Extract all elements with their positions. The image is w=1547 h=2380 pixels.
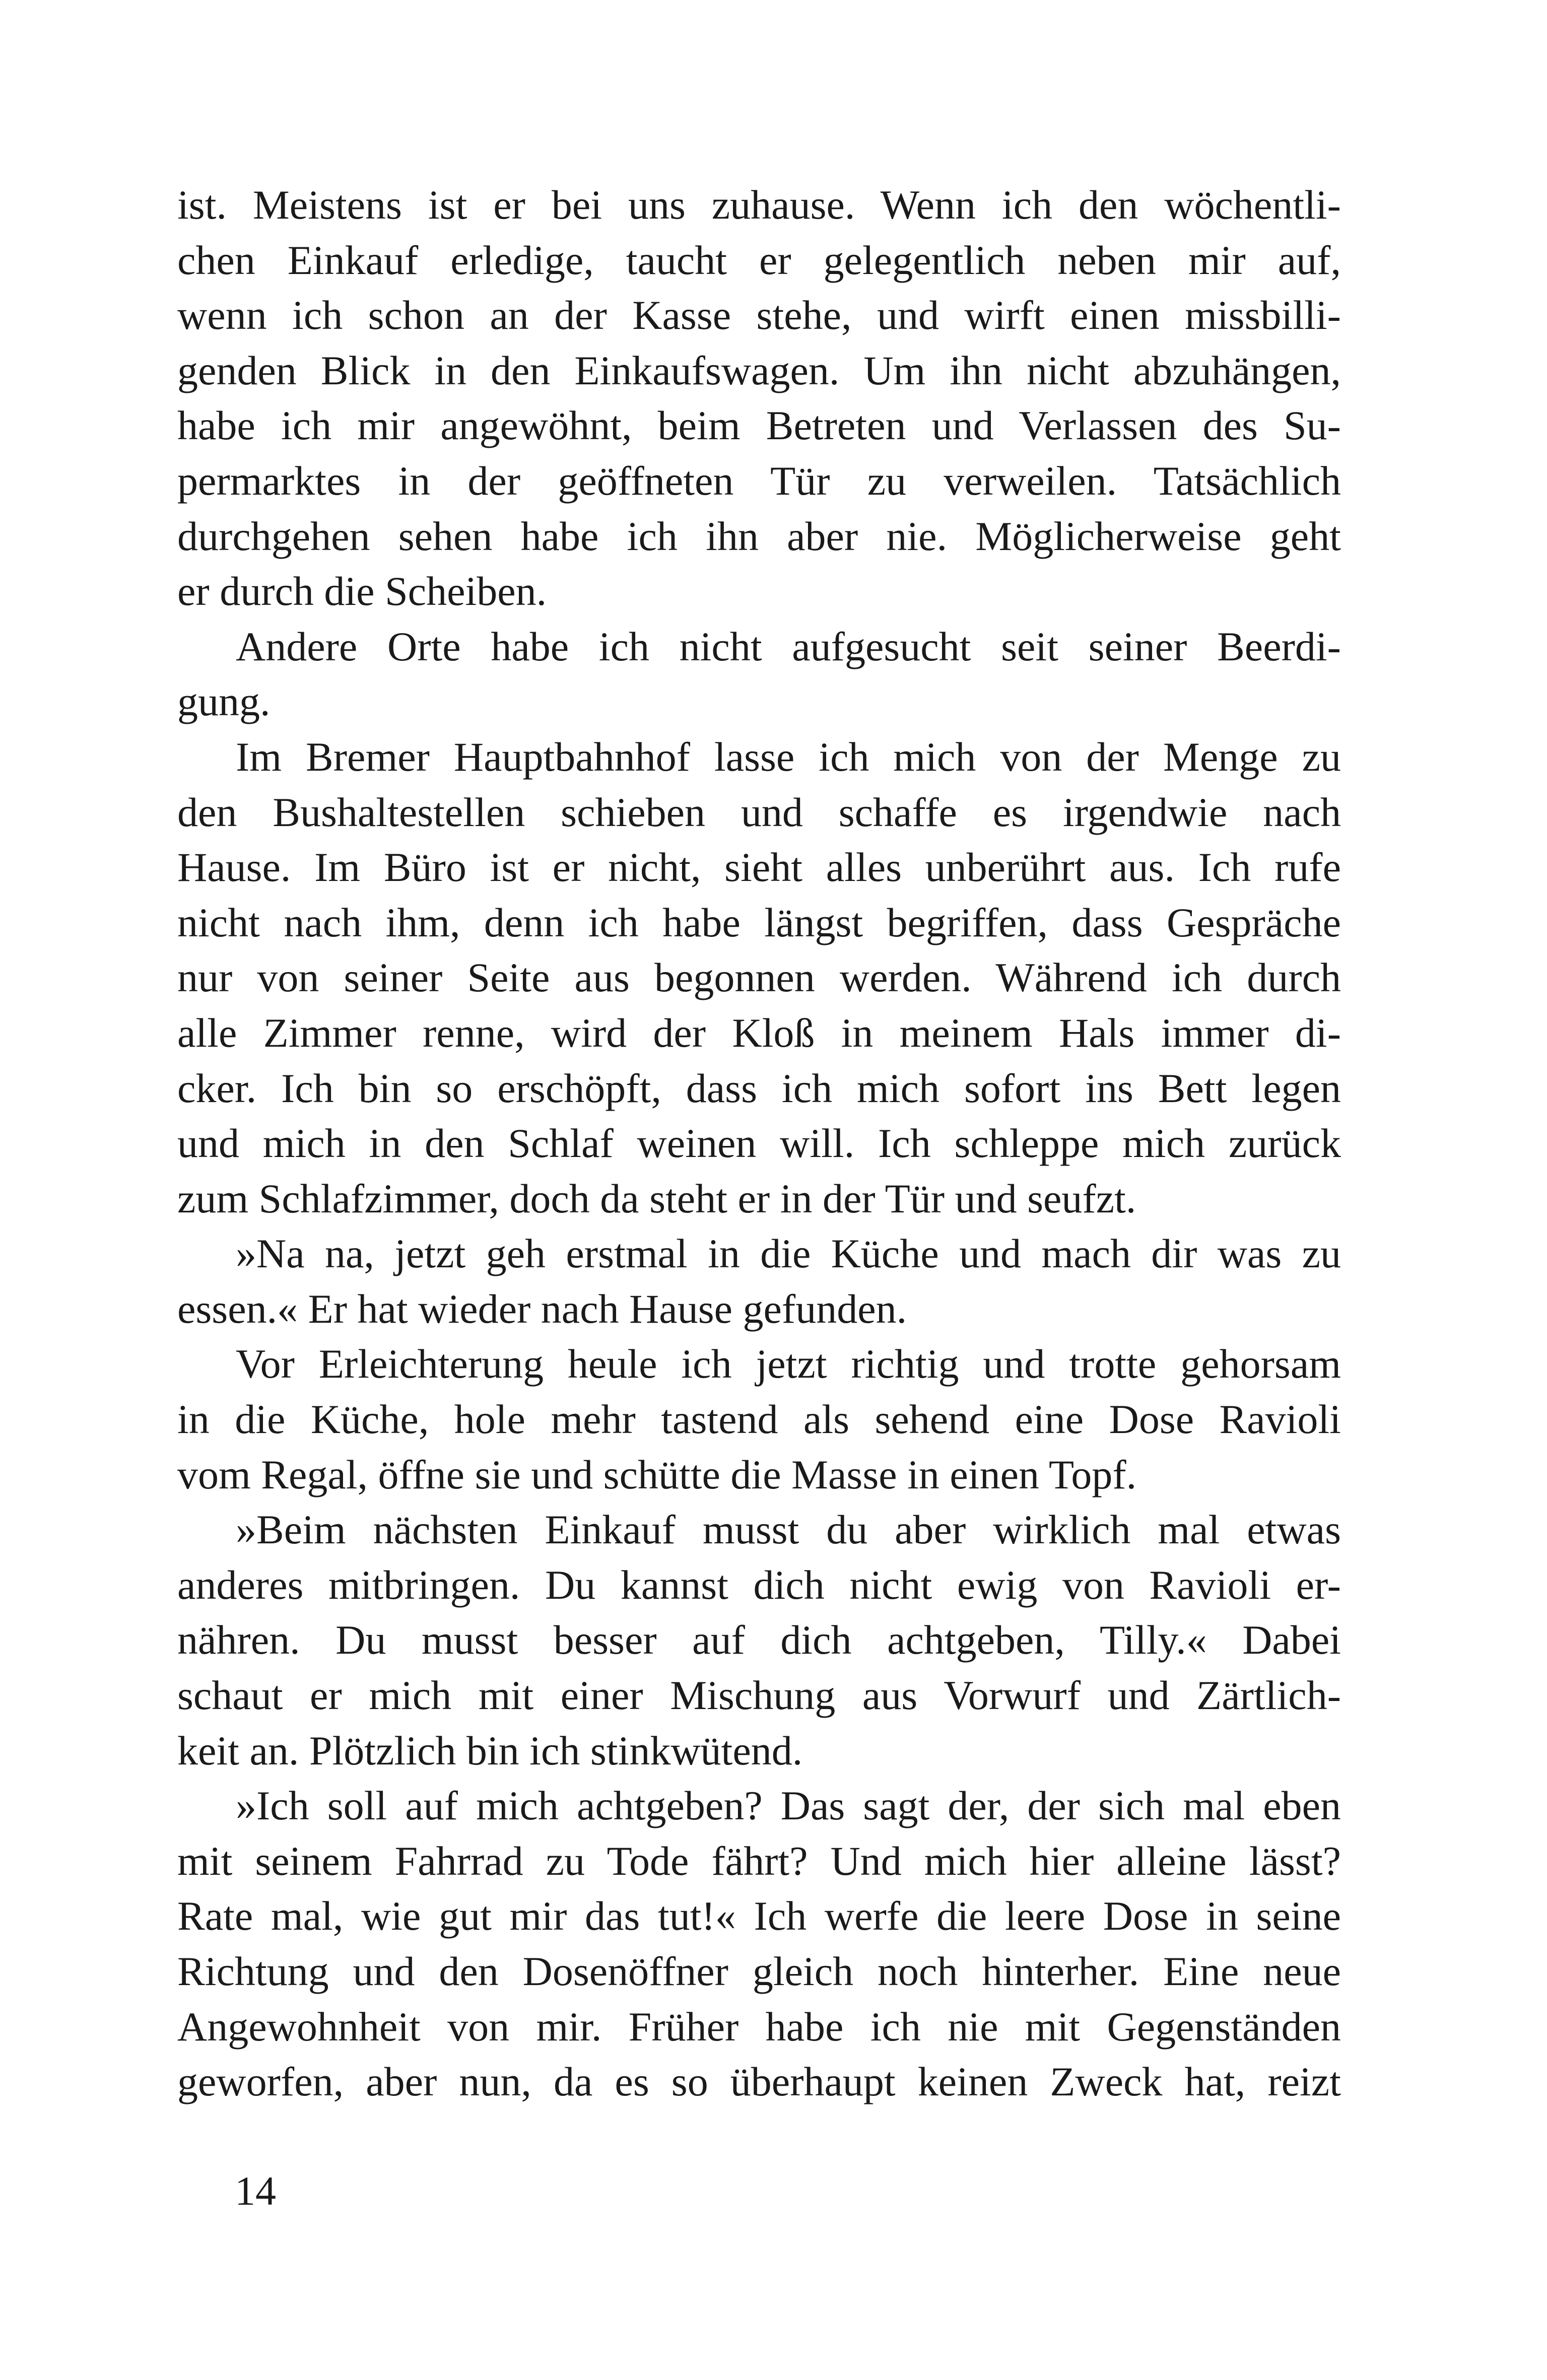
text-line: Im Bremer Hauptbahnhof lasse ich mich von der Menge zu	[236, 733, 1341, 780]
text-line: in die Küche, hole mehr tastend als sehend eine Dose Ravioli	[177, 1396, 1341, 1443]
text-line: geworfen, aber nun, da es so überhaupt keinen Zweck hat, reizt	[177, 2059, 1341, 2105]
text-line: den Bushaltestellen schieben und schaffe es irgendwie nach	[177, 789, 1341, 835]
paragraph-5	[177, 1336, 1341, 1502]
text-line: cker. Ich bin so erschöpft, dass ich mich sofort ins Bett legen	[177, 1065, 1341, 1111]
text-line: Angewohnheit von mir. Früher habe ich nie mit Gegenständen	[177, 2003, 1341, 2050]
paragraph-6	[177, 1502, 1341, 1778]
text-line: zum Schlafzimmer, doch da steht er in der Tür und seufzt.	[177, 1175, 1136, 1221]
text-line: schaut er mich mit einer Mischung aus Vorwurf und Zärtlich-	[177, 1672, 1341, 1719]
text-line: gung.	[177, 678, 271, 725]
text-line: Richtung und den Dosenöffner gleich noch hinterher. Eine neue	[177, 1948, 1341, 1994]
text-line: genden Blick in den Einkaufswagen. Um ihn nicht abzuhängen,	[177, 347, 1341, 393]
text-line: mit seinem Fahrrad zu Tode fährt? Und mich hier alleine lässt?	[177, 1838, 1341, 1884]
text-line: er durch die Scheiben.	[177, 568, 547, 615]
page-number: 14	[235, 2168, 276, 2214]
paragraph-3	[177, 729, 1341, 1226]
text-line: »Na na, jetzt geh erstmal in die Küche und mach dir was zu	[236, 1231, 1341, 1277]
text-line: Andere Orte habe ich nicht aufgesucht seit seiner Beerdi-	[236, 623, 1341, 669]
text-line: vom Regal, öffne sie und schütte die Masse in einen Topf.	[177, 1451, 1137, 1498]
text-line: wenn ich schon an der Kasse stehe, und wirft einen missbilli-	[177, 292, 1341, 338]
text-line: nicht nach ihm, denn ich habe längst begriffen, dass Gespräche	[177, 899, 1341, 945]
text-line: anderes mitbringen. Du kannst dich nicht ewig von Ravioli er-	[177, 1561, 1341, 1608]
text-line: alle Zimmer renne, wird der Kloß in meinem Hals immer di-	[177, 1009, 1341, 1056]
text-line: essen.« Er hat wieder nach Hause gefunden.	[177, 1285, 907, 1332]
text-line: nur von seiner Seite aus begonnen werden. Während ich durch	[177, 955, 1341, 1001]
text-line: und mich in den Schlaf weinen will. Ich schleppe mich zurück	[177, 1120, 1341, 1167]
text-line: chen Einkauf erledige, taucht er gelegentlich neben mir auf,	[177, 237, 1341, 283]
text-line: »Ich soll auf mich achtgeben? Das sagt der, der sich mal eben	[236, 1783, 1341, 1829]
paragraph-4	[177, 1226, 1341, 1336]
paragraph-2	[177, 619, 1341, 729]
text-line: Vor Erleichterung heule ich jetzt richtig und trotte gehorsam	[236, 1341, 1341, 1387]
text-line: permarktes in der geöffneten Tür zu verweilen. Tatsächlich	[177, 457, 1341, 504]
text-line: habe ich mir angewöhnt, beim Betreten und Verlassen des Su-	[177, 402, 1341, 449]
text-line: »Beim nächsten Einkauf musst du aber wirklich mal etwas	[236, 1507, 1341, 1553]
body-text	[177, 177, 1341, 2110]
text-line: keit an. Plötzlich bin ich stinkwütend.	[177, 1727, 803, 1774]
text-line: nähren. Du musst besser auf dich achtgeben, Tilly.« Dabei	[177, 1617, 1341, 1663]
paragraph-1	[177, 177, 1341, 619]
paragraph-7	[177, 1778, 1341, 2110]
text-line: Hause. Im Büro ist er nicht, sieht alles unberührt aus. Ich rufe	[177, 844, 1341, 891]
text-line: durchgehen sehen habe ich ihn aber nie. Möglicherweise geht	[177, 513, 1341, 559]
text-line: Rate mal, wie gut mir das tut!« Ich werfe die leere Dose in seine	[177, 1893, 1341, 1939]
text-line: ist. Meistens ist er bei uns zuhause. Wenn ich den wöchentli-	[177, 182, 1341, 228]
